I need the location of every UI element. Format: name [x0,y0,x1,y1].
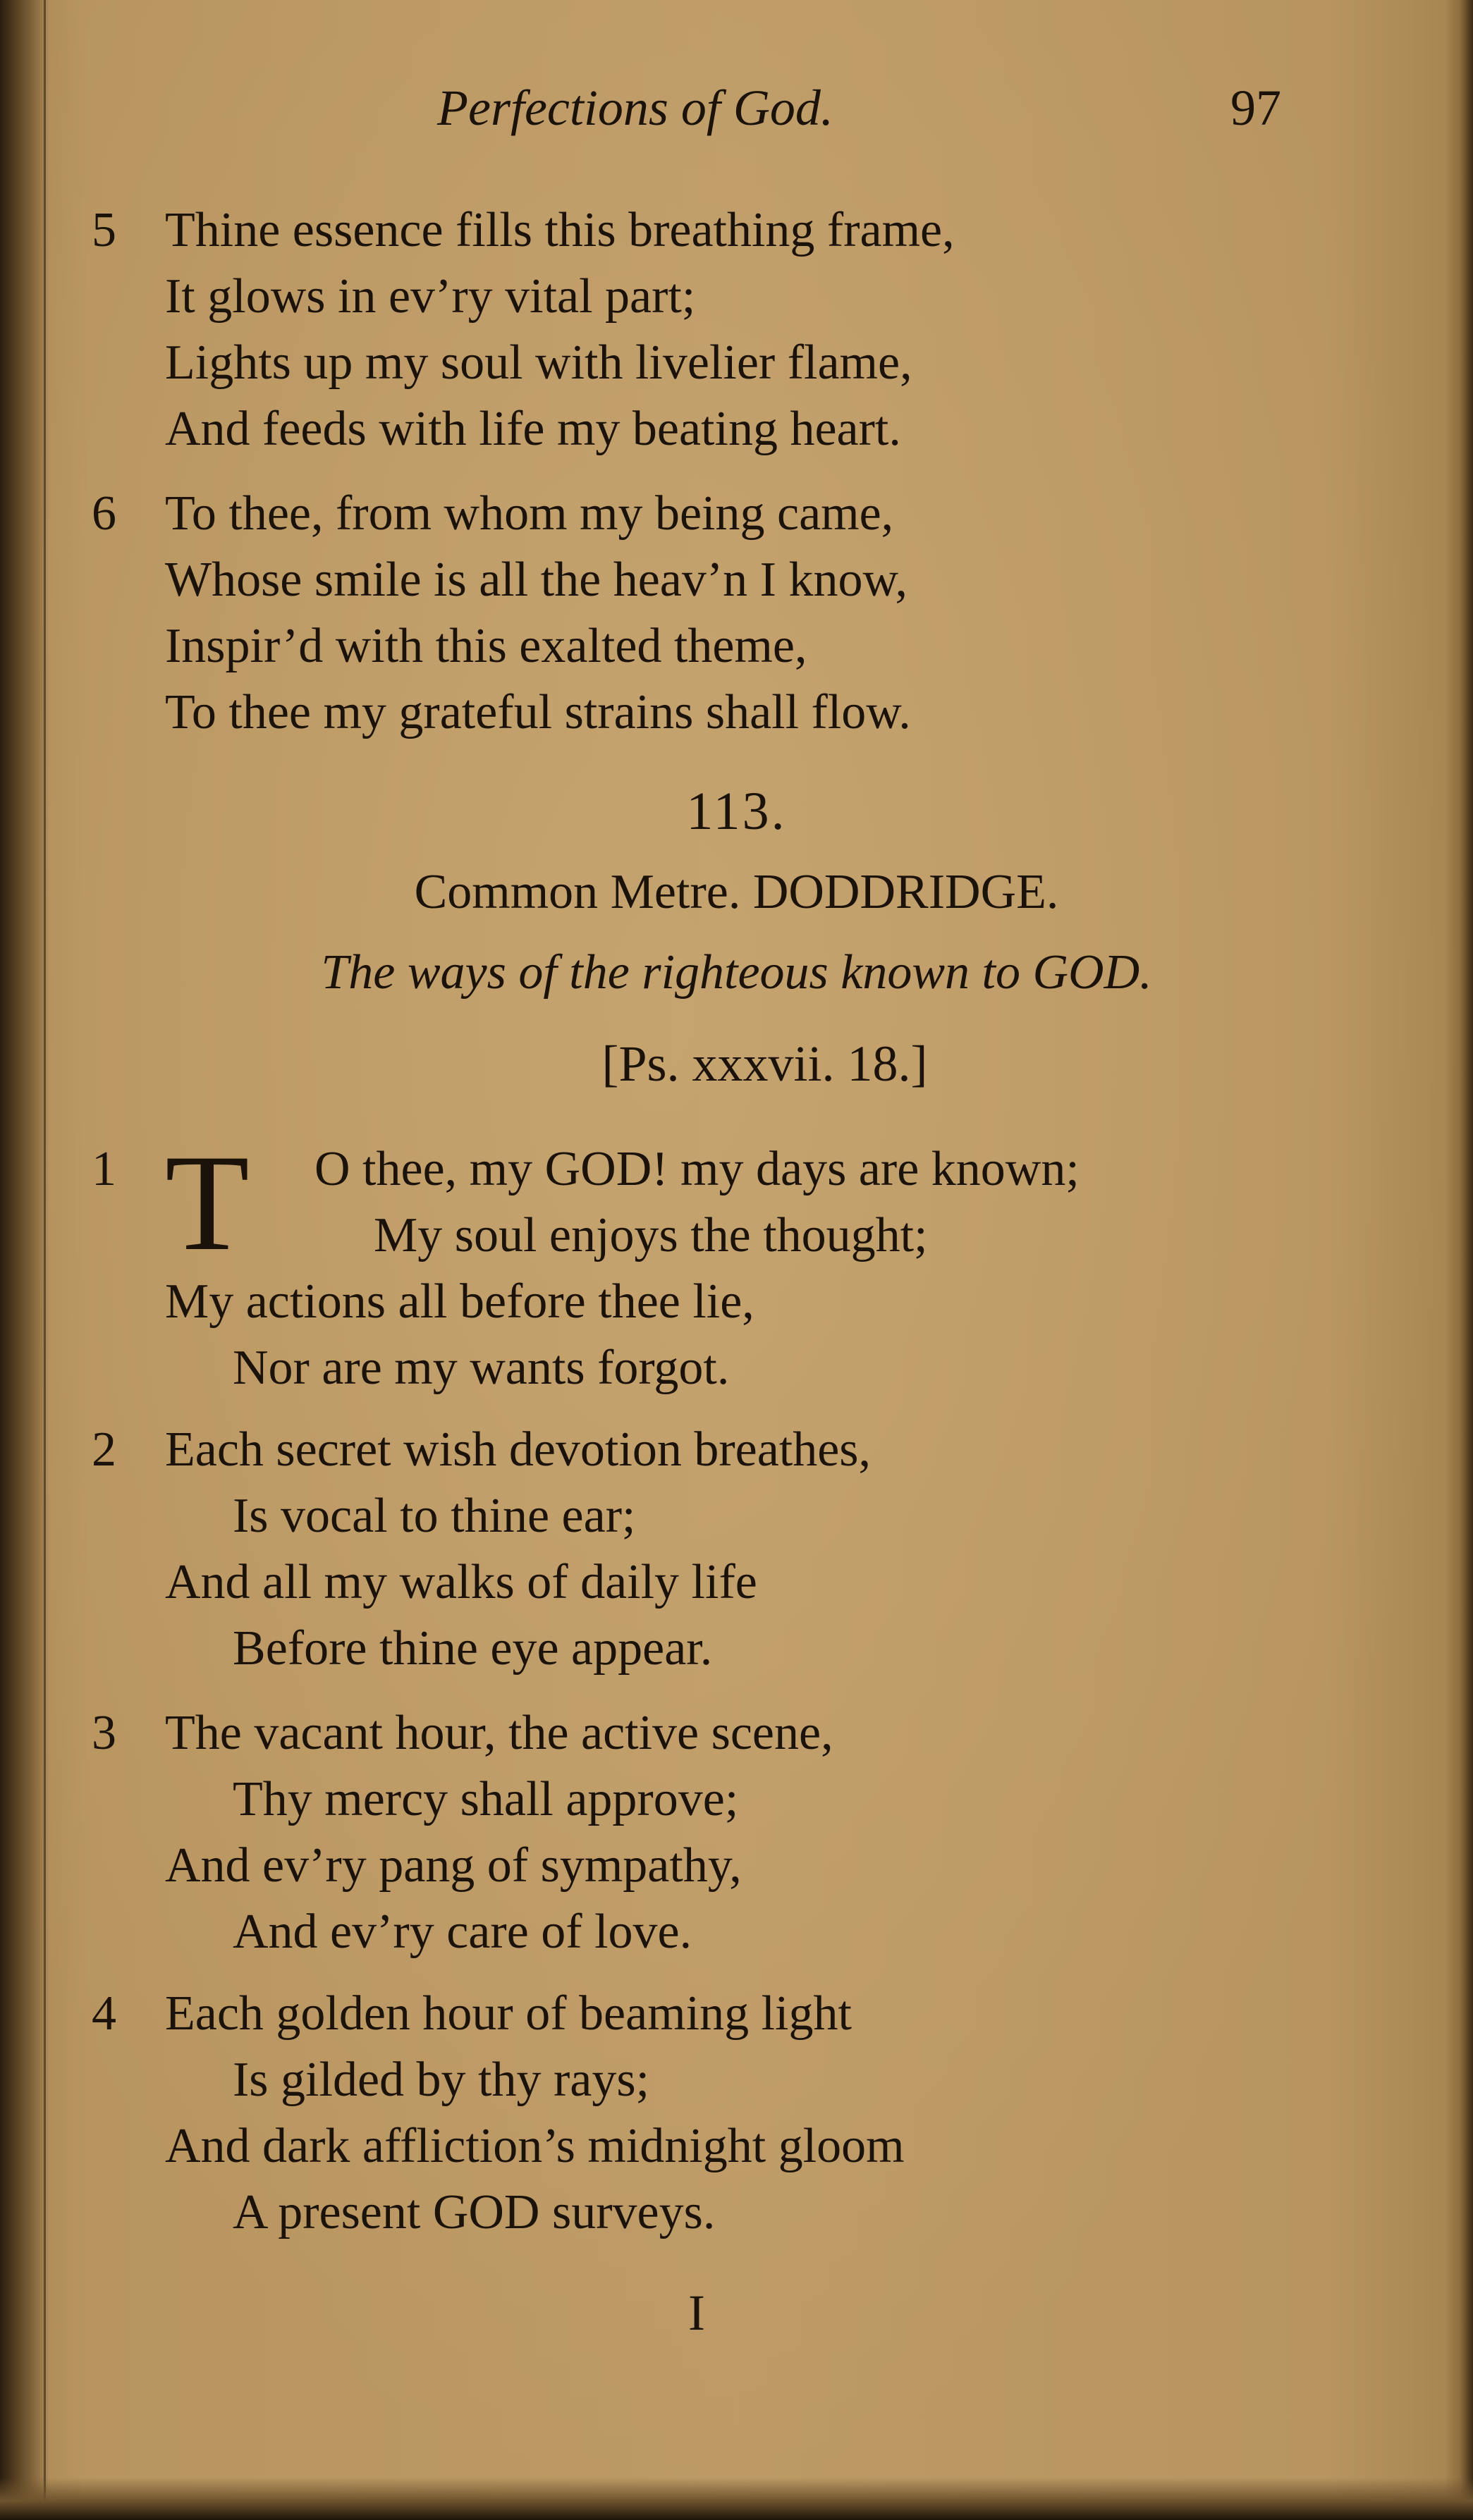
verse-number: 3 [92,1706,116,1760]
verse-line: And feeds with life my beating heart. [165,402,901,456]
verse-line: Thine essence fills this breathing frame, [165,203,955,257]
catchword: I [688,2285,705,2341]
verse-line: It glows in ev’ry vital part; [165,269,696,324]
scripture-reference: [Ps. xxxvii. 18.] [601,1035,928,1092]
verse-number: 5 [92,203,116,257]
verse-1 [92,1126,1290,1401]
page-gutter-shadow [0,0,49,2520]
verse-number: 1 [92,1142,116,1196]
hymn-number: 113. [686,782,787,841]
verse-6 [92,481,1290,746]
hymn-meter-author: Common Metre. DODDRIDGE. [414,865,1059,919]
verse-line: Is vocal to thine ear; [233,1489,636,1543]
verse-number: 4 [92,1986,116,2041]
verse-2 [92,1417,1290,1682]
page-edge-bottom [0,2478,1473,2520]
verse-line: And ev’ry pang of sympathy, [165,1838,742,1893]
verse-line: My actions all before thee lie, [165,1274,754,1329]
verse-line: Nor are my wants forgot. [233,1341,730,1395]
verse-3 [92,1700,1290,1965]
verse-line: Each secret wish devotion breathes, [165,1422,872,1477]
verse-line: And dark affliction’s midnight gloom [165,2119,905,2173]
verse-line: My soul enjoys the thought; [374,1208,928,1262]
gutter-rule [44,0,46,2520]
verse-5 [92,197,1290,462]
verse-line: Before thine eye appear. [233,1621,713,1676]
verse-line: And ev’ry care of love. [233,1905,692,1959]
verse-line: To thee my grateful strains shall flow. [165,685,911,739]
drop-cap: T [165,1126,250,1279]
verse-line: Is gilded by thy rays; [233,2053,650,2107]
page-number: 97 [1230,80,1281,136]
verse-line: Thy mercy shall approve; [233,1772,739,1826]
hymn-subject: The ways of the righteous known to GOD. [321,945,1152,1000]
verse-line: To thee, from whom my being came, [165,486,894,541]
verse-line: Whose smile is all the heav’n I know, [165,553,907,607]
verse-line: And all my walks of daily life [165,1555,757,1609]
verse-line: The vacant hour, the active scene, [165,1706,833,1760]
verse-number: 2 [92,1422,116,1477]
running-head-title: Perfections of God. [437,80,833,136]
verse-line: Inspir’d with this exalted theme, [165,619,807,673]
verse-number: 6 [92,486,116,541]
verse-line: A present GOD surveys. [233,2185,716,2239]
verse-line: Each golden hour of beaming light [165,1986,852,2041]
verse-4 [92,1981,1290,2246]
verse-line: O thee, my GOD! my days are known; [314,1142,1080,1196]
page-edge-right [1445,0,1473,2520]
verse-line: Lights up my soul with livelier flame, [165,336,912,390]
